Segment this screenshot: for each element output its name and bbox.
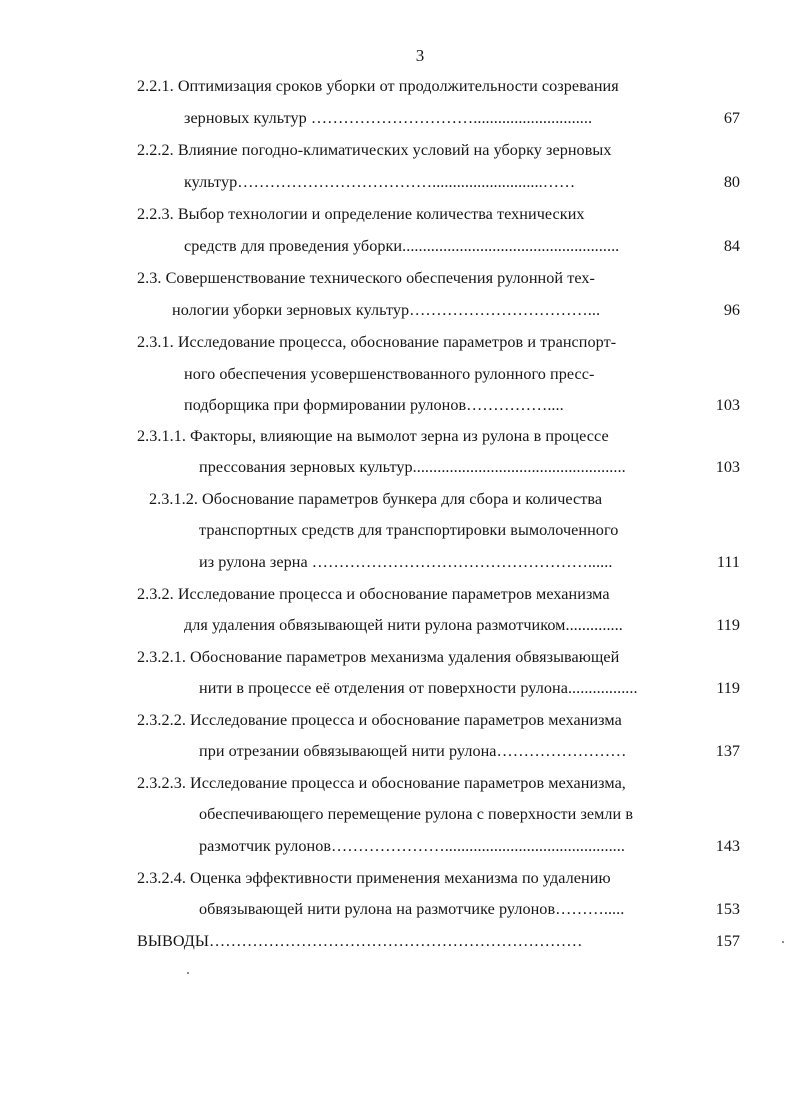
toc-page-number: 103	[715, 458, 740, 476]
toc-entry-text: 2.3.1. Исследование процесса, обоснование параметров и транспорт-	[137, 333, 617, 351]
toc-page-number: 67	[723, 109, 740, 127]
toc-page-number: 153	[715, 900, 740, 918]
toc-entry-text: ВЫВОДЫ……………………………………………………………	[137, 932, 583, 950]
toc-entry-text: для удаления обвязывающей нити рулона размотчиком..............	[184, 616, 623, 634]
scan-speck	[187, 972, 189, 974]
toc-entry-text: 2.3.2.2. Исследование процесса и обоснование параметров механизма	[137, 711, 622, 729]
toc-page-number: 103	[715, 396, 740, 414]
toc-entry-text: культур………………………………...........................……	[184, 173, 576, 191]
toc-entry-text: 2.3.1.2. Обоснование параметров бункера для сбора и количества	[149, 490, 603, 508]
toc-entry-text: ного обеспечения усовершенствованного рулонного пресс-	[184, 365, 595, 383]
toc-entry-text: 2.2.2. Влияние погодно-климатических условий на уборку зерновых	[137, 141, 612, 159]
toc-entry-text: при отрезании обвязывающей нити рулона……………………	[199, 742, 627, 760]
toc-entry-text: 2.3.2. Исследование процесса и обоснование параметров механизма	[137, 585, 610, 603]
toc-entry-text: подборщика при формировании рулонов……………....	[184, 396, 564, 414]
toc-entry-text: 2.3.2.3. Исследование процесса и обоснование параметров механизма,	[137, 774, 626, 792]
toc-entry-text: средств для проведения уборки.....................................................	[184, 237, 620, 255]
toc-entry-text: 2.2.3. Выбор технологии и определение количества технических	[137, 205, 585, 223]
toc-entry-text: 2.3.2.1. Обоснование параметров механизма удаления обвязывающей	[137, 648, 620, 666]
toc-entry-text: 2.3. Совершенствование технического обеспечения рулонной тех-	[137, 269, 595, 287]
toc-page-number: 157	[715, 932, 740, 950]
toc-entry-text: зерновых культур ………………………….............................	[184, 109, 593, 127]
table-of-contents	[0, 74, 793, 974]
toc-entry-text: 2.3.1.1. Факторы, влияющие на вымолот зерна из рулона в процессе	[137, 427, 609, 445]
toc-page-number: 80	[723, 173, 740, 191]
toc-page-number: 96	[723, 301, 740, 319]
toc-entry-text: прессования зерновых культур....................................................	[199, 458, 626, 476]
scan-speck	[782, 941, 784, 943]
toc-entry-text: размотчик рулонов…………………............................................	[199, 837, 625, 855]
toc-page-number: 111	[716, 553, 740, 571]
toc-entry-text: транспортных средств для транспортировки вымолоченного	[199, 521, 619, 539]
toc-entry-text: нологии уборки зерновых культур……………………………...	[172, 301, 601, 319]
toc-page-number: 143	[715, 837, 740, 855]
toc-page-number: 119	[716, 616, 740, 634]
toc-entry-text: обвязывающей нити рулона на размотчике рулонов……….....	[199, 900, 625, 918]
toc-entry-text: обеспечивающего перемещение рулона с поверхности земли в	[199, 805, 634, 823]
toc-entry-text: 2.2.1. Оптимизация сроков уборки от продолжительности созревания	[137, 77, 619, 95]
toc-page-number: 119	[716, 679, 740, 697]
toc-entry-text: нити в процессе её отделения от поверхности рулона.................	[199, 679, 638, 697]
toc-page-number: 84	[723, 237, 740, 255]
page-number: 3	[415, 46, 425, 65]
toc-entry-text: 2.3.2.4. Оценка эффективности применения механизма по удалению	[137, 869, 611, 887]
toc-page-number: 137	[715, 742, 740, 760]
toc-entry-text: из рулона зерна ……………………………………………......	[199, 553, 613, 571]
